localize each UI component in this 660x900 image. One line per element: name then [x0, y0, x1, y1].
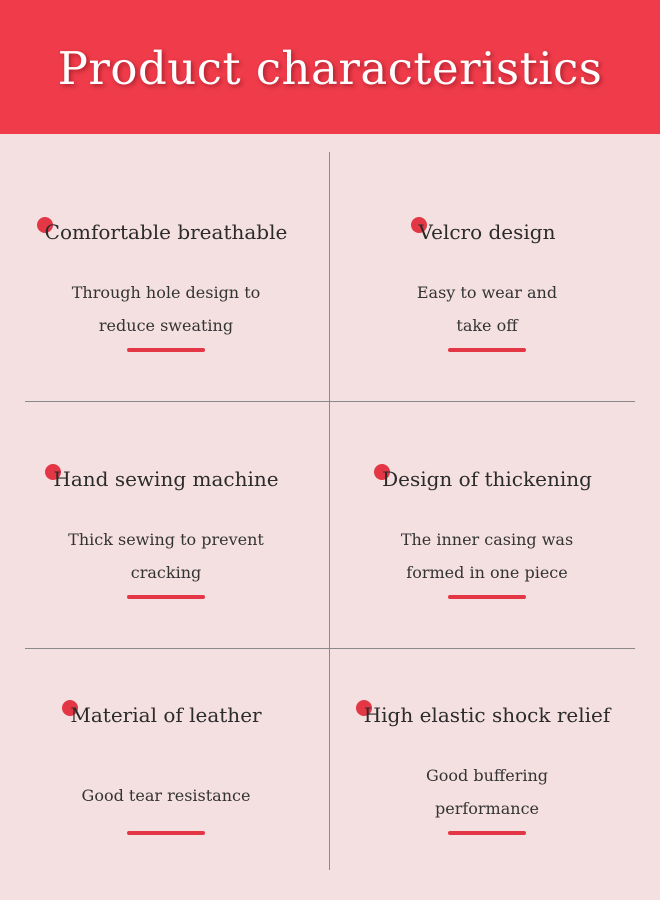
- feature-cell-high-elastic-shock-relief: [337, 705, 637, 835]
- vertical-divider: [329, 152, 330, 870]
- feature-cell-hand-sewing-machine: [16, 469, 316, 599]
- feature-description: [16, 523, 316, 589]
- feature-title: Hand sewing machine: [53, 467, 279, 491]
- feature-title: Design of thickening: [382, 467, 592, 491]
- feature-description-line: Easy to wear and: [416, 283, 558, 302]
- accent-underline: [127, 595, 205, 599]
- feature-title-wrap: [419, 222, 556, 243]
- feature-title: Velcro design: [418, 220, 556, 244]
- feature-description-line: The inner casing was: [400, 530, 574, 549]
- feature-title: High elastic shock relief: [363, 703, 611, 727]
- feature-description: [337, 523, 637, 589]
- feature-description-line: Through hole design to: [71, 283, 261, 302]
- horizontal-divider-1: [25, 401, 635, 402]
- feature-title-wrap: [382, 469, 592, 490]
- feature-title-wrap: [45, 222, 288, 243]
- feature-description: [337, 276, 637, 342]
- horizontal-divider-2: [25, 648, 635, 649]
- feature-cell-design-of-thickening: [337, 469, 637, 599]
- feature-description: [16, 779, 316, 812]
- feature-title-wrap: [364, 705, 611, 726]
- feature-description: [337, 759, 637, 825]
- feature-description: [16, 276, 316, 342]
- feature-title: Material of leather: [70, 703, 262, 727]
- accent-underline: [127, 831, 205, 835]
- feature-title-wrap: [70, 705, 261, 726]
- accent-underline: [448, 595, 526, 599]
- feature-cell-comfortable-breathable: [16, 222, 316, 352]
- header-banner: [0, 0, 660, 134]
- page-title: Product characteristics: [57, 41, 603, 95]
- feature-title: Comfortable breathable: [44, 220, 288, 244]
- feature-title-wrap: [53, 469, 278, 490]
- feature-description-line: performance: [434, 799, 539, 818]
- feature-description-line: Good buffering: [425, 766, 549, 785]
- accent-underline: [127, 348, 205, 352]
- feature-description-line: Thick sewing to prevent: [68, 530, 264, 549]
- feature-cell-material-of-leather: [16, 705, 316, 835]
- feature-description-line: cracking: [130, 563, 202, 582]
- feature-description-line: Good tear resistance: [81, 786, 251, 805]
- feature-description-line: take off: [456, 316, 518, 335]
- feature-description-line: reduce sweating: [98, 316, 234, 335]
- accent-underline: [448, 831, 526, 835]
- accent-underline: [448, 348, 526, 352]
- feature-description-line: formed in one piece: [406, 563, 568, 582]
- feature-cell-velcro-design: [337, 222, 637, 352]
